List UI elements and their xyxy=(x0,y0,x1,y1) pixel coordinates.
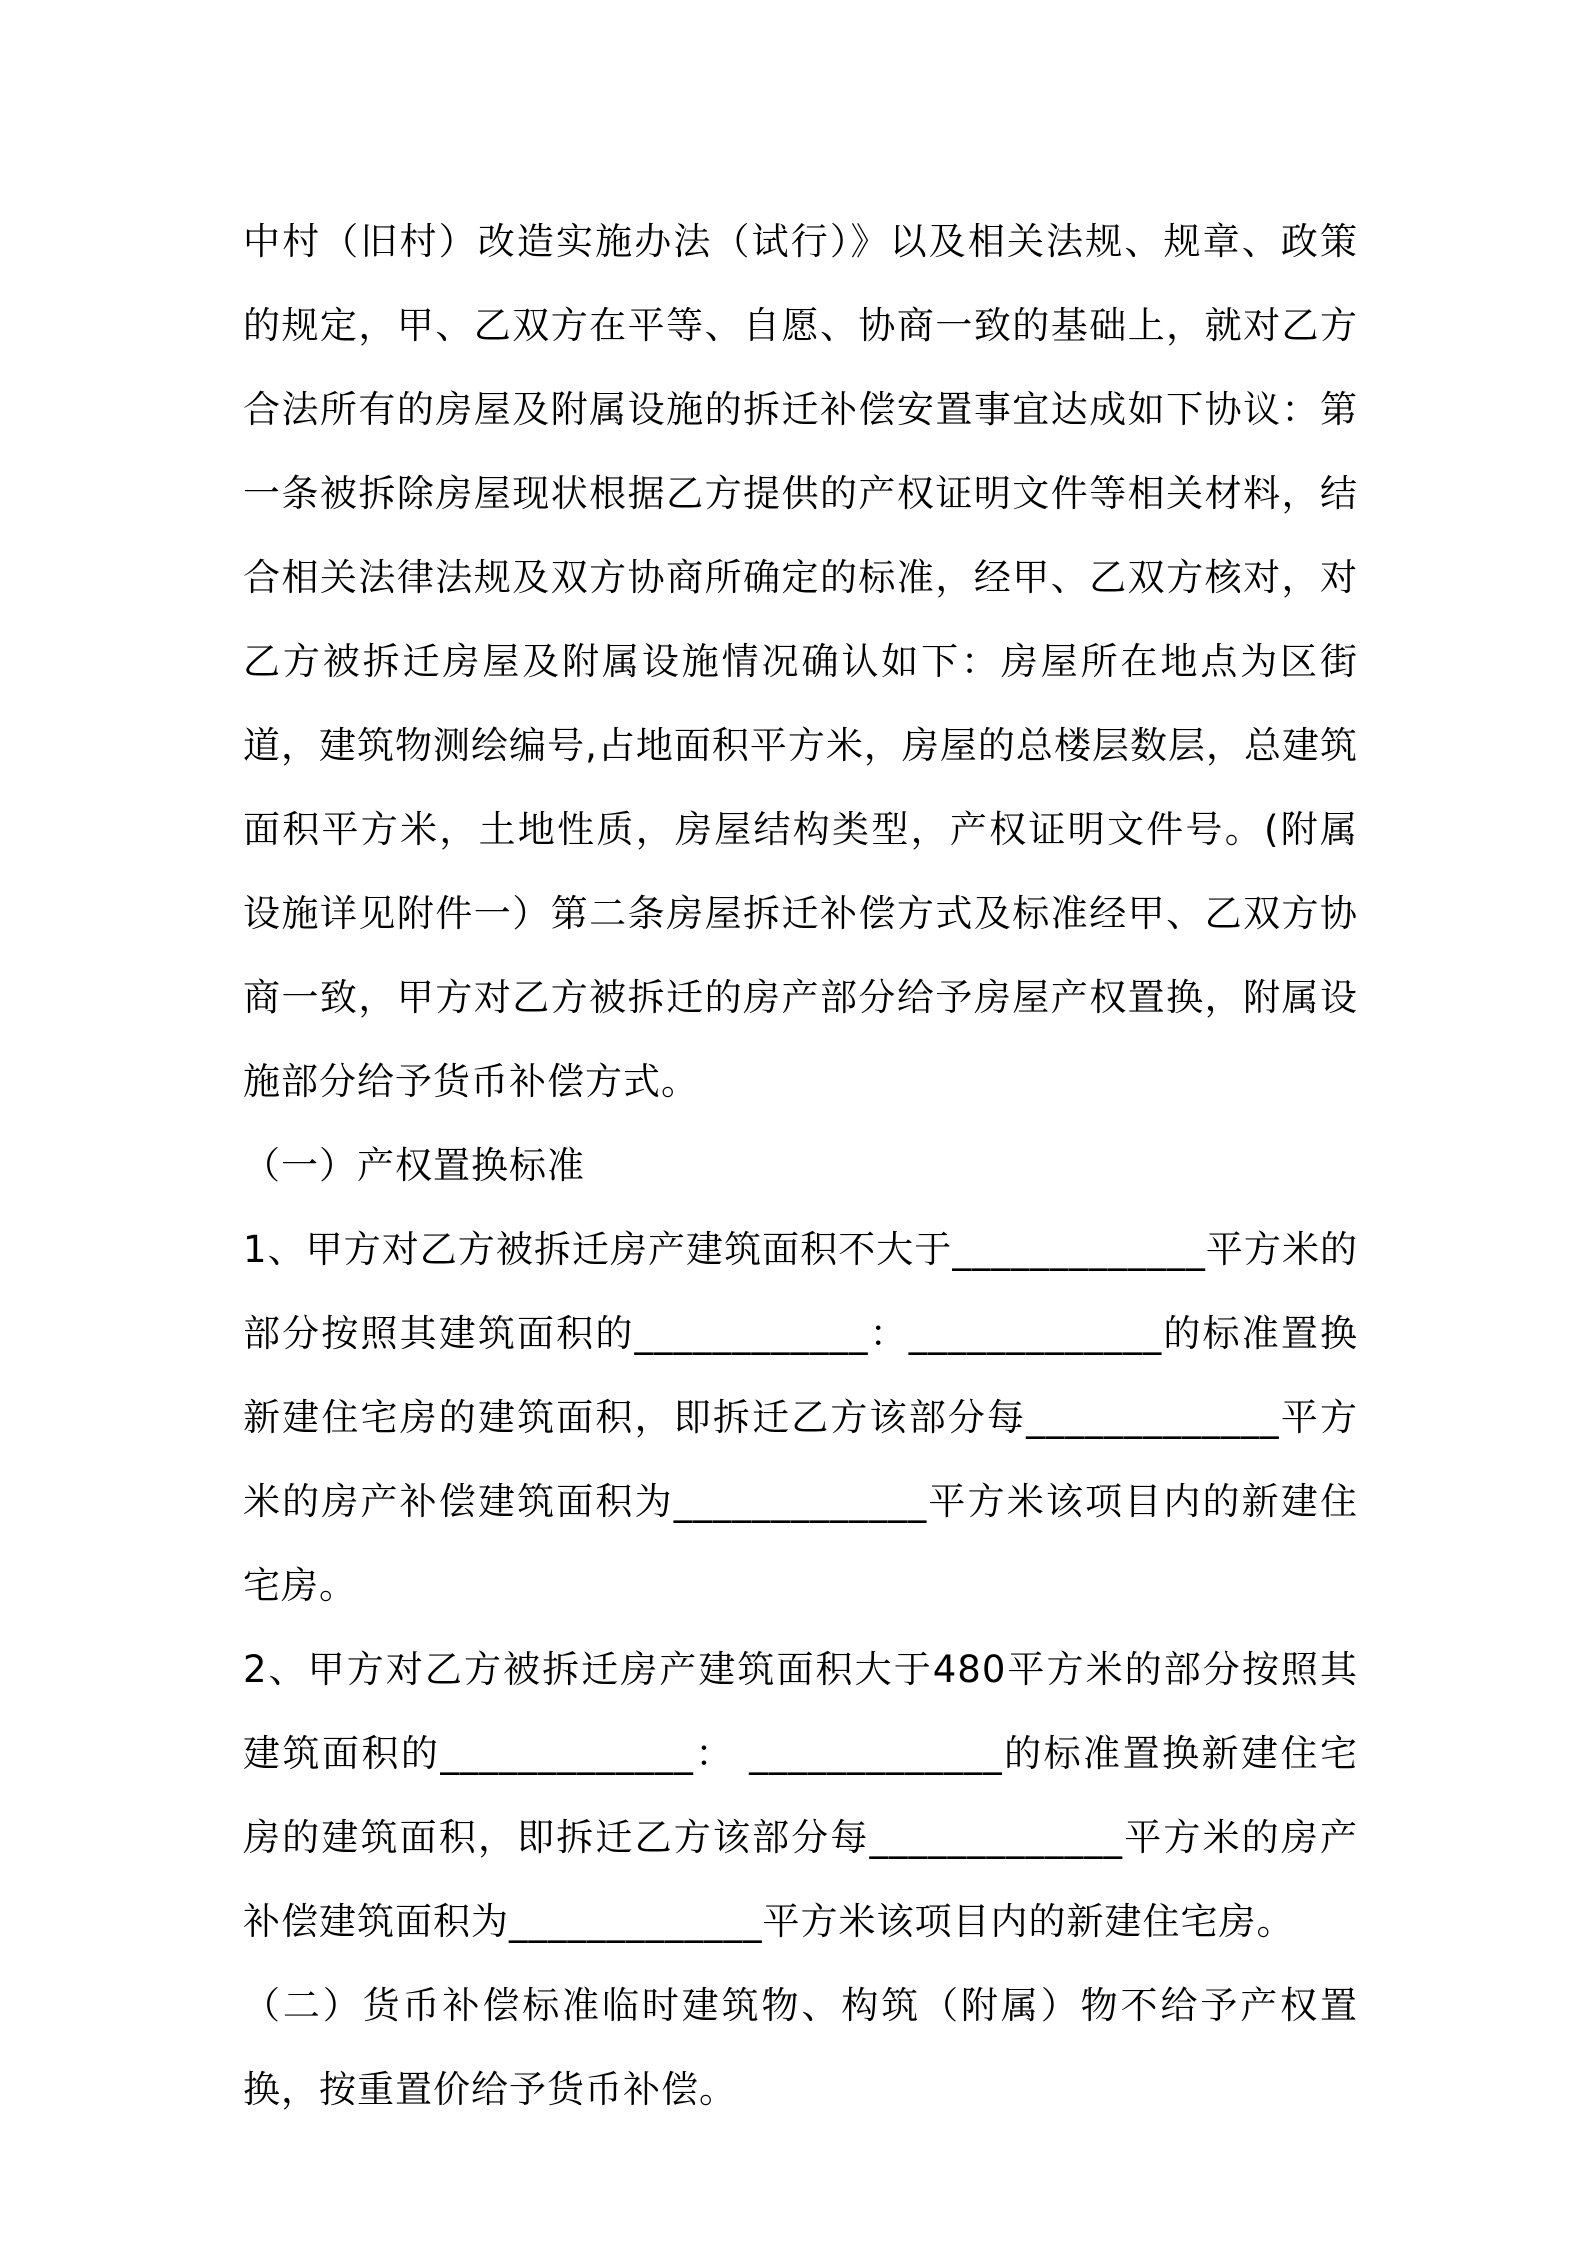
paragraph-section-two: （二）货币补偿标准临时建筑物、构筑（附属）物不给予产权置换，按重置价给予货币补偿。 xyxy=(243,1984,1358,2111)
paragraph-section-one-heading: （一）产权置换标准 xyxy=(243,1144,585,1187)
paragraph-item-2: 2、甲方对乙方被拆迁房产建筑面积大于480平方米的部分按照其建筑面积的_____________： _____________的标准置换新建住宅房的建筑面积，即拆迁乙方该部分每_____________平方米的房产补偿建筑面积为_____________平方米该项目内的新建住宅房。 xyxy=(243,1648,1358,1943)
document-body xyxy=(243,200,1358,2132)
paragraph-agreement-terms: 中村（旧村）改造实施办法（试行）》以及相关法规、规章、政策的规定，甲、乙双方在平等、自愿、协商一致的基础上，就对乙方合法所有的房屋及附属设施的拆迁补偿安置事宜达成如下协议：第一条被拆除房屋现状根据乙方提供的产权证明文件等相关材料，结合相关法律法规及双方协商所确定的标准，经甲、乙双方核对，对乙方被拆迁房屋及附属设施情况确认如下：房屋所在地点为区街道，建筑物测绘编号,占地面积平方米，房屋的总楼层数层，总建筑面积平方米，土地性质，房屋结构类型，产权证明文件号。(附属设施详见附件一）第二条房屋拆迁补偿方式及标准经甲、乙双方协商一致，甲方对乙方被拆迁的房产部分给予房屋产权置换，附属设施部分给予货币补偿方式。 xyxy=(243,220,1358,1103)
paragraph-item-1: 1、甲方对乙方被拆迁房产建筑面积不大于_____________平方米的部分按照其建筑面积的____________：_____________的标准置换新建住宅房的建筑面积，即拆迁乙方该部分每_____________平方米的房产补偿建筑面积为_____________平方米该项目内的新建住宅房。 xyxy=(243,1228,1358,1607)
